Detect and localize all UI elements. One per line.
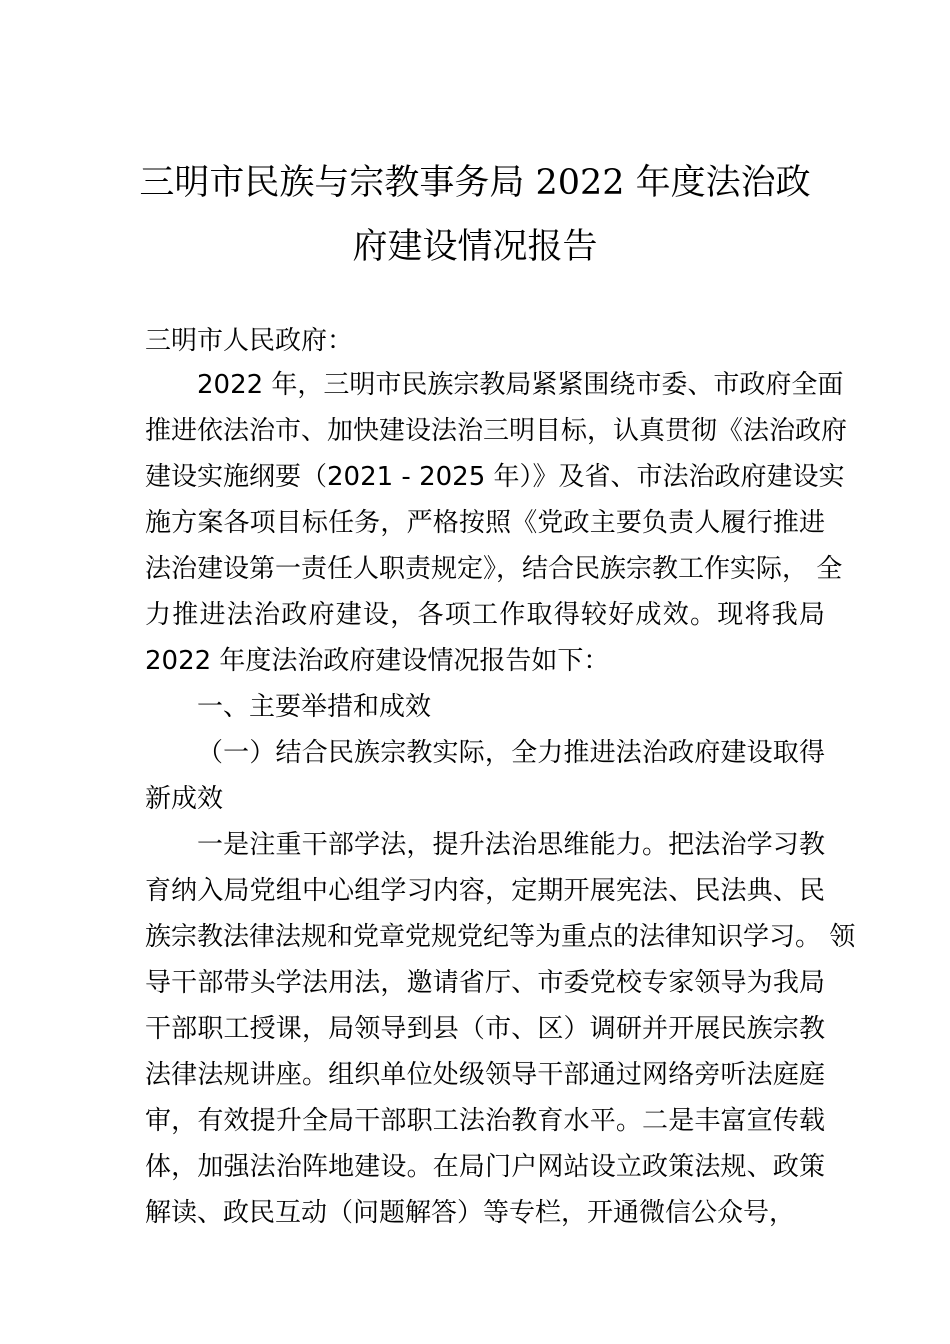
body-line: 建设实施纲要（2021 - 2025 年）》及省、市法治政府建设实 <box>145 462 845 492</box>
salutation: 三明市人民政府： <box>145 326 354 356</box>
body-line: 法治建设第一责任人职责规定》，结合民族宗教工作实际， 全 <box>145 554 843 584</box>
body-line: 审，有效提升全局干部职工法治教育水平。二是丰富宣传载 <box>145 1106 825 1136</box>
body-line: 2022 年，三明市民族宗教局紧紧围绕市委、市政府全面 <box>197 370 844 400</box>
body-line: 干部职工授课，局领导到县（市、区）调研并开展民族宗教 <box>145 1014 825 1044</box>
body-line: 育纳入局党组中心组学习内容，定期开展宪法、民法典、民 <box>145 876 825 906</box>
body-line: 法律法规讲座。组织单位处级领导干部通过网络旁听法庭庭 <box>145 1060 825 1090</box>
body-line: 力推进法治政府建设，各项工作取得较好成效。现将我局 <box>145 600 825 630</box>
section-heading: 一、主要举措和成效 <box>197 692 432 722</box>
body-line: 2022 年度法治政府建设情况报告如下： <box>145 646 610 676</box>
body-line: 导干部带头学法用法，邀请省厅、市委党校专家领导为我局 <box>145 968 825 998</box>
body-line: 解读、政民互动（问题解答）等专栏，开通微信公众号， <box>145 1198 796 1228</box>
body-line: 一是注重干部学法，提升法治思维能力。把法治学习教 <box>197 830 825 860</box>
body-line: 施方案各项目标任务，严格按照《党政主要负责人履行推进 <box>145 508 825 538</box>
body-line: 推进依法治市、加快建设法治三明目标，认真贯彻《法治政府 <box>145 416 848 446</box>
subsection-heading-continued: 新成效 <box>145 784 224 814</box>
body-line: 体，加强法治阵地建设。在局门户网站设立政策法规、政策 <box>145 1152 825 1182</box>
body-line: 族宗教法律法规和党章党规党纪等为重点的法律知识学习。 领 <box>145 922 856 952</box>
subsection-heading: （一）结合民族宗教实际，全力推进法治政府建设取得 <box>197 738 825 768</box>
document-title-line-2: 府建设情况报告 <box>352 227 598 267</box>
document-title-line-1: 三明市民族与宗教事务局 2022 年度法治政 <box>139 163 811 203</box>
